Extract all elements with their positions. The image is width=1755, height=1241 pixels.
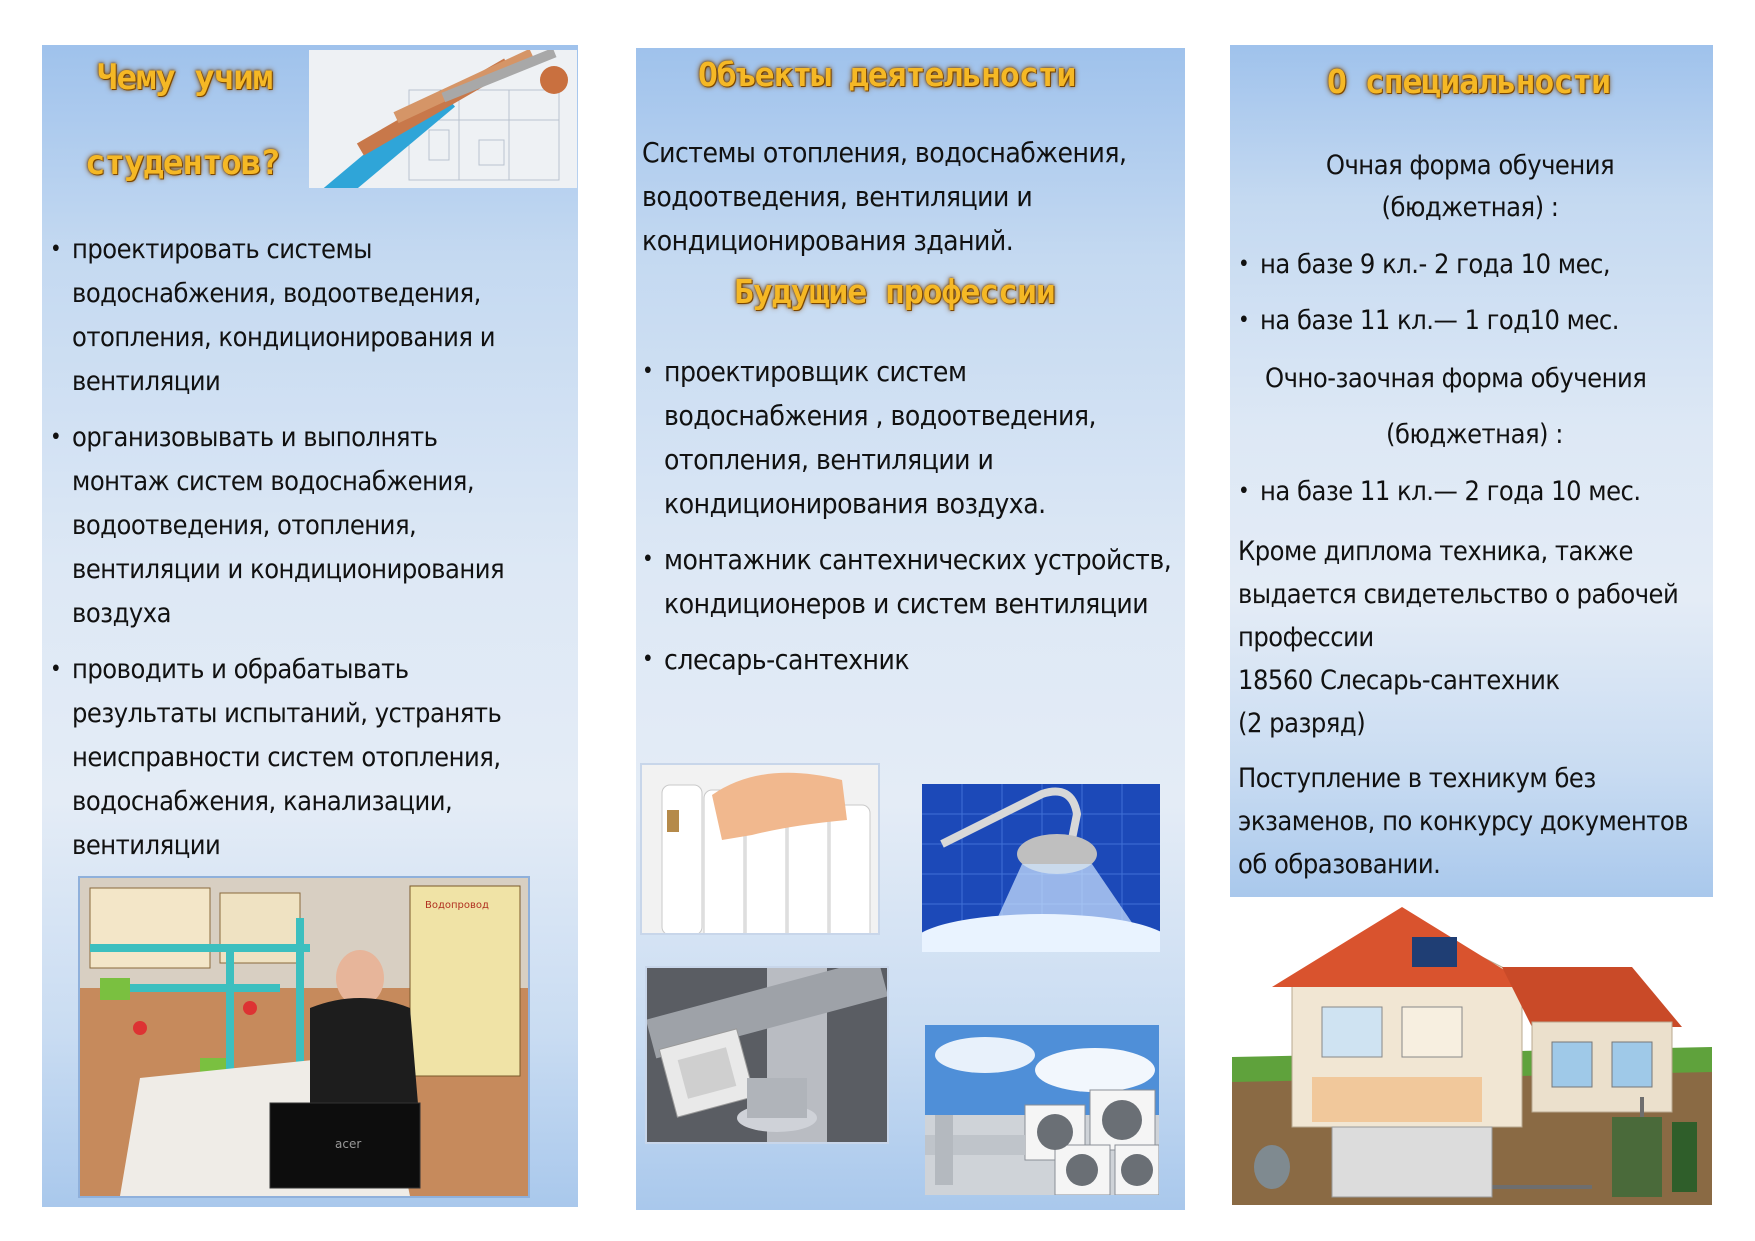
diploma-rank: (2 разряд) — [1238, 708, 1366, 739]
heading-what-we-teach-line1: Чему учим — [97, 58, 273, 98]
professions-list — [642, 350, 1172, 694]
heading-what-we-teach-line2: студентов? — [85, 143, 280, 183]
parttime-list — [1238, 470, 1708, 526]
ac-units-photo — [925, 1025, 1159, 1195]
fulltime-item: • на базе 9 кл.- 2 года 10 мес, — [1238, 243, 1708, 287]
teach-item: • организовывать и выполнять монтаж систем водоснабжения, водоотведения, отопления, вентиляции и кондиционирования воздуха — [50, 416, 540, 636]
teach-item: • проектировать системы водоснабжения, водоотведения, отопления, кондиционирования и вентиляции — [50, 228, 540, 404]
profession-item: • монтажник сантехнических устройств, кондиционеров и систем вентиляции — [642, 538, 1172, 626]
heading-objects: Объекты деятельности — [698, 55, 1076, 94]
fulltime-list — [1238, 243, 1708, 355]
diploma-text: Кроме диплома техника, также выдается свидетельство о рабочей профессии — [1238, 536, 1679, 653]
ventilation-duct-photo — [645, 966, 889, 1144]
profession-item: • проектировщик систем водоснабжения , водоотведения, отопления, вентиляции и кондиционирования воздуха. — [642, 350, 1172, 526]
shower-photo — [922, 784, 1160, 952]
admission-text: Поступление в техникум без экзаменов, по конкурсу документов об образовании. — [1238, 763, 1689, 880]
heading-about-specialty: О специальности — [1327, 62, 1611, 101]
poster-title: Водопровод — [425, 900, 489, 911]
diploma-block — [1238, 530, 1708, 745]
student-workshop-photo — [78, 876, 530, 1198]
house-illustration — [1232, 897, 1712, 1205]
objects-text: Системы отопления, водоснабжения, водоотведения, вентиляции и кондиционирования зданий. — [642, 136, 1127, 257]
teach-item: • проводить и обрабатывать результаты испытаний, устранять неисправности систем отопления, водоснабжения, канализации, вентиляции — [50, 648, 540, 868]
parttime-item: • на базе 11 кл.— 2 года 10 мес. — [1238, 470, 1708, 514]
laptop-brand: acer — [335, 1137, 362, 1151]
heading-professions: Будущие профессии — [734, 272, 1055, 311]
diploma-code: 18560 Слесарь-сантехник — [1238, 665, 1560, 696]
parttime-title-line2: (бюджетная) : — [1386, 419, 1563, 450]
radiator-photo — [640, 763, 880, 935]
what-we-teach-list — [50, 228, 540, 880]
profession-item: • слесарь-сантехник — [642, 638, 1172, 682]
fulltime-title: Очная форма обучения (бюджетная) : — [1325, 150, 1615, 223]
fulltime-item: • на базе 11 кл.— 1 год10 мес. — [1238, 299, 1708, 343]
pipes-photo — [309, 50, 577, 188]
parttime-title-line1: Очно-заочная форма обучения — [1265, 363, 1647, 394]
